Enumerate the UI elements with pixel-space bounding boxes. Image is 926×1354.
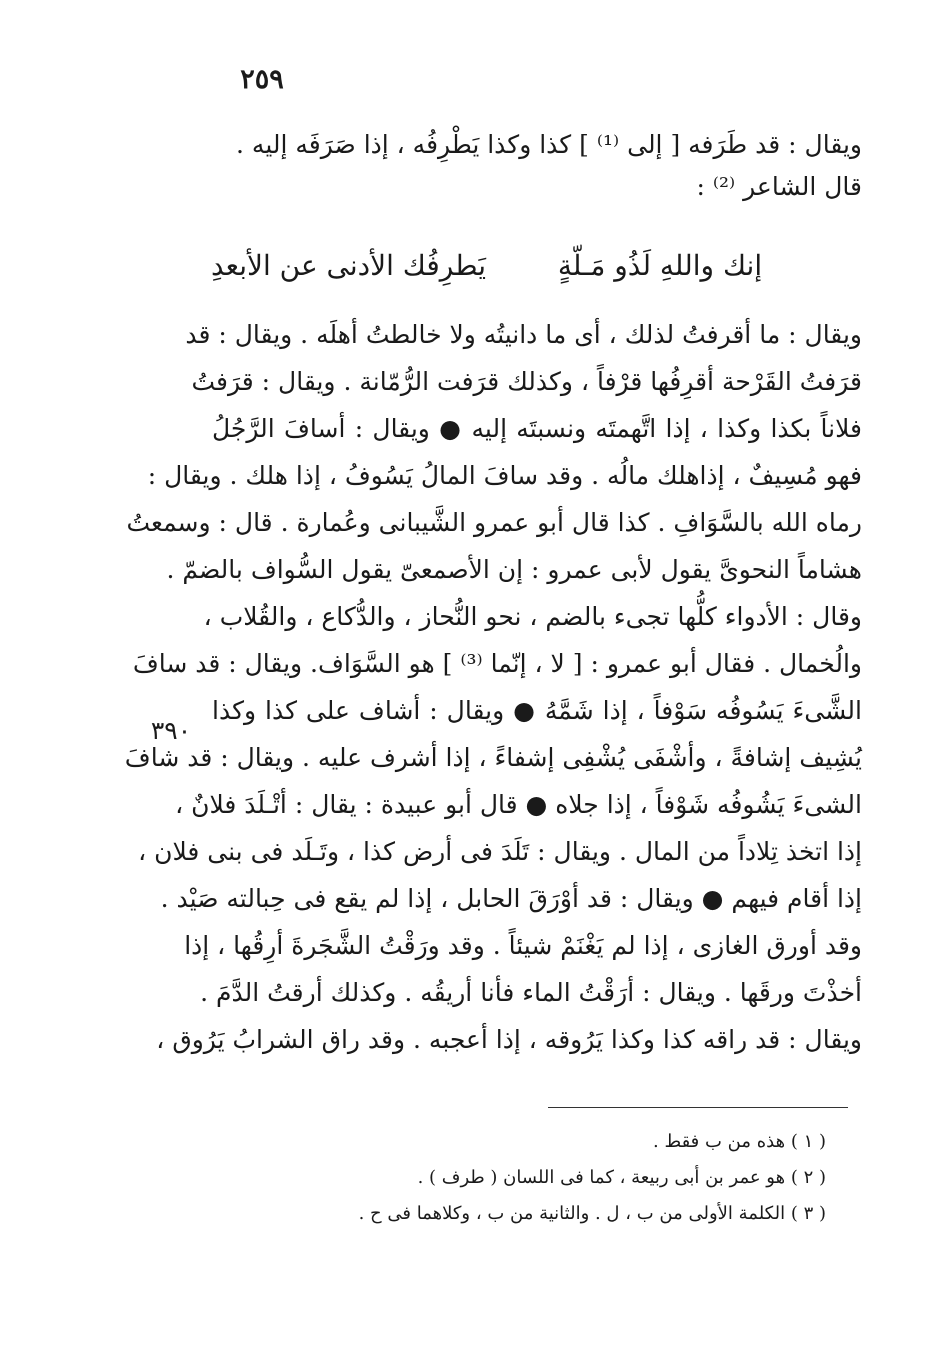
poem-first-hemistich: إنك واللهِ لَذُو مَـلّةٍ	[557, 249, 763, 282]
text-line: وقد أورق الغازى ، إذا لم يَغْنَمْ شيئاً . وقد ورَقْتُ الشَّجَرةَ أرِقُها ، إذا	[184, 931, 862, 960]
text-line: والُخمال . فقال أبو عمرو : [ لا ، إنّما ⁽³⁾ ] هو السَّوَاف. ويقال : قد سافَ	[132, 649, 862, 678]
text-line: فلاناً بكذا وكذا ، إذا اتَّهمتَه ونسبتَه إليه ● ويقال : أسافَ الرَّجُلُ	[212, 414, 862, 443]
text-line: إذا أقام فيهم ● ويقال : قد أوْرَقَ الحابل ، إذا لم يقع فى حِبالته صَيْد .	[160, 884, 862, 913]
page-number: ٢٥٩	[240, 64, 284, 95]
footnote: ( ٢ ) هو عمر بن أبى ربيعة ، كما فى اللسان ( طرف ) .	[417, 1167, 826, 1188]
text-line: الشَّىءَ يَسُوفُه سَوْفاً ، إذا شَمَّهُ ● ويقال : أشاف على كذا وكذا	[212, 696, 862, 725]
text-line: أخذْتَ ورقَها . ويقال : أرَقْتُ الماء فأنا أريقُه . وكذلك أرقتُ الدَّمَ .	[200, 978, 862, 1007]
footnote-divider	[548, 1107, 848, 1108]
text-line: قال الشاعر ⁽²⁾ :	[696, 172, 862, 201]
text-line: هشاماً النحوىَّ يقول لأبى عمرو : إن الأصمعىّ يقول السُّواف بالضمّ .	[166, 555, 862, 584]
text-line: ويقال : قد طَرَفه [ إلى ⁽¹⁾ ] كذا وكذا يَطْرِفُه ، إذا صَرَفَه إليه .	[236, 130, 862, 159]
text-line: ويقال : ما أقرفتُ لذلك ، أى ما دانيتُه ولا خالطتُ أهلَه . ويقال : قد	[185, 320, 862, 349]
text-line: الشىءَ يَشُوفُه شَوْفاً ، إذا جلاه ● قال أبو عبيدة : يقال : أتْـلَدَ فلانٌ ،	[175, 790, 862, 819]
text-line: فهو مُسِيفٌ ، إذاهلك مالُه . وقد سافَ المالُ يَسُوفُ ، إذا هلك . ويقال :	[147, 461, 862, 490]
text-line: رماه الله بالسَّوَافِ . كذا قال أبو عمرو الشَّيبانى وعُمارة . قال : وسمعتُ	[126, 508, 862, 537]
footnote: ( ١ ) هذه من ب فقط .	[653, 1131, 826, 1152]
text-line: قرَفتُ القَرْحة أقرِفُها قرْفاً ، وكذلك قرَفت الرُّمّانة . ويقال : قرَفتُ	[191, 367, 862, 396]
footnote: ( ٣ ) الكلمة الأولى من ب ، ل . والثانية من ب ، وكلاهما فى ح .	[358, 1203, 826, 1224]
text-line: وقال : الأدواء كلُّها تجىء بالضم ، نحو النُّحاز ، والدُّكاع ، والقُلاب ،	[203, 602, 862, 631]
poem-second-hemistich: يَطرِفُك الأدنى عن الأبعدِ	[210, 249, 486, 282]
text-line: إذا اتخذ تِلاداً من المال . ويقال : تَلَدَ فى أرض كذا ، وتَـلَد فى بنى فلان ،	[138, 837, 862, 866]
margin-number: ٣٩٠	[150, 716, 192, 745]
text-line: ويقال : قد راقه كذا وكذا يَرُوقه ، إذا أعجبه . وقد راق الشرابُ يَرُوق ،	[156, 1025, 862, 1054]
text-line: يُشِيف إشافةً ، وأشْفَى يُشْفِى إشفاءً ، إذا أشرف عليه . ويقال : قد شافَ	[124, 743, 862, 772]
